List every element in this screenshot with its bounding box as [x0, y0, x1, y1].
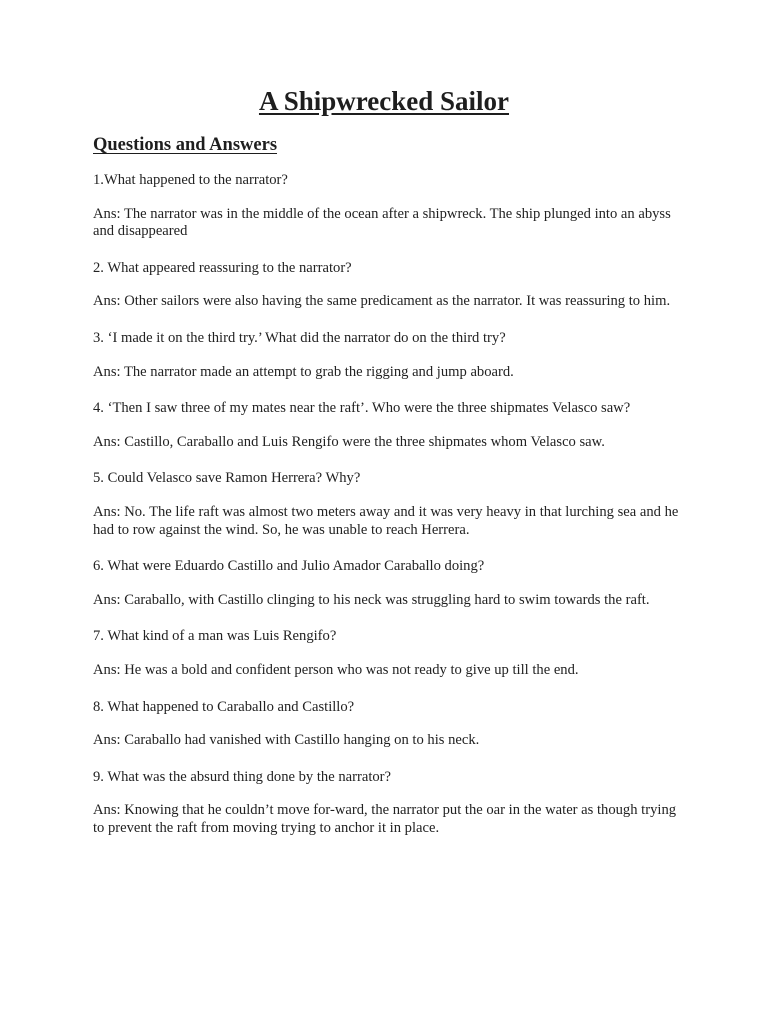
qa-item-8 [93, 699, 683, 750]
question-5: 5. Could Velasco save Ramon Herrera? Why? [93, 470, 361, 487]
question-2: 2. What appeared reassuring to the narrator? [93, 259, 352, 276]
qa-list [93, 172, 683, 856]
question-7: 7. What kind of a man was Luis Rengifo? [93, 628, 337, 645]
question-8: 8. What happened to Caraballo and Castillo? [93, 698, 355, 715]
document-title: A Shipwrecked Sailor [258, 86, 510, 116]
qa-item-4 [93, 400, 683, 451]
qa-item-2 [93, 260, 683, 311]
answer-1: Ans: The narrator was in the middle of the ocean after a shipwreck. The ship plunged into an abyss and disappeared [93, 205, 671, 240]
qa-item-1 [93, 172, 683, 241]
qa-item-6 [93, 558, 683, 609]
question-1: 1.What happened to the narrator? [93, 172, 288, 188]
question-6: 6. What were Eduardo Castillo and Julio Amador Caraballo doing? [93, 558, 485, 575]
qa-item-7 [93, 628, 683, 679]
qa-item-5 [93, 470, 683, 539]
answer-4: Ans: Castillo, Caraballo and Luis Rengifo were the three shipmates whom Velasco saw. [93, 433, 605, 450]
answer-5: Ans: No. The life raft was almost two meters away and it was very heavy in that lurching sea and he had to row against the wind. So, he was unable to reach Herrera. [93, 503, 679, 538]
answer-2: Ans: Other sailors were also having the same predicament as the narrator. It was reassuring to him. [93, 293, 671, 310]
answer-8: Ans: Caraballo had vanished with Castillo hanging on to his neck. [93, 732, 480, 749]
question-4: 4. ‘Then I saw three of my mates near the raft’. Who were the three shipmates Velasco saw? [93, 400, 631, 417]
qa-item-3 [93, 330, 683, 381]
answer-7: Ans: He was a bold and confident person who was not ready to give up till the end. [93, 661, 579, 678]
section-heading: Questions and Answers [93, 135, 278, 155]
answer-3: Ans: The narrator made an attempt to grab the rigging and jump aboard. [93, 363, 514, 380]
question-3: 3. ‘I made it on the third try.’ What did the narrator do on the third try? [93, 329, 506, 346]
qa-item-9 [93, 769, 683, 838]
answer-9: Ans: Knowing that he couldn’t move for-ward, the narrator put the oar in the water as though trying to prevent the raft from moving trying to anchor it in place. [93, 802, 677, 836]
answer-6: Ans: Caraballo, with Castillo clinging to his neck was struggling hard to swim towards the raft. [93, 591, 650, 608]
question-9: 9. What was the absurd thing done by the narrator? [93, 768, 392, 785]
